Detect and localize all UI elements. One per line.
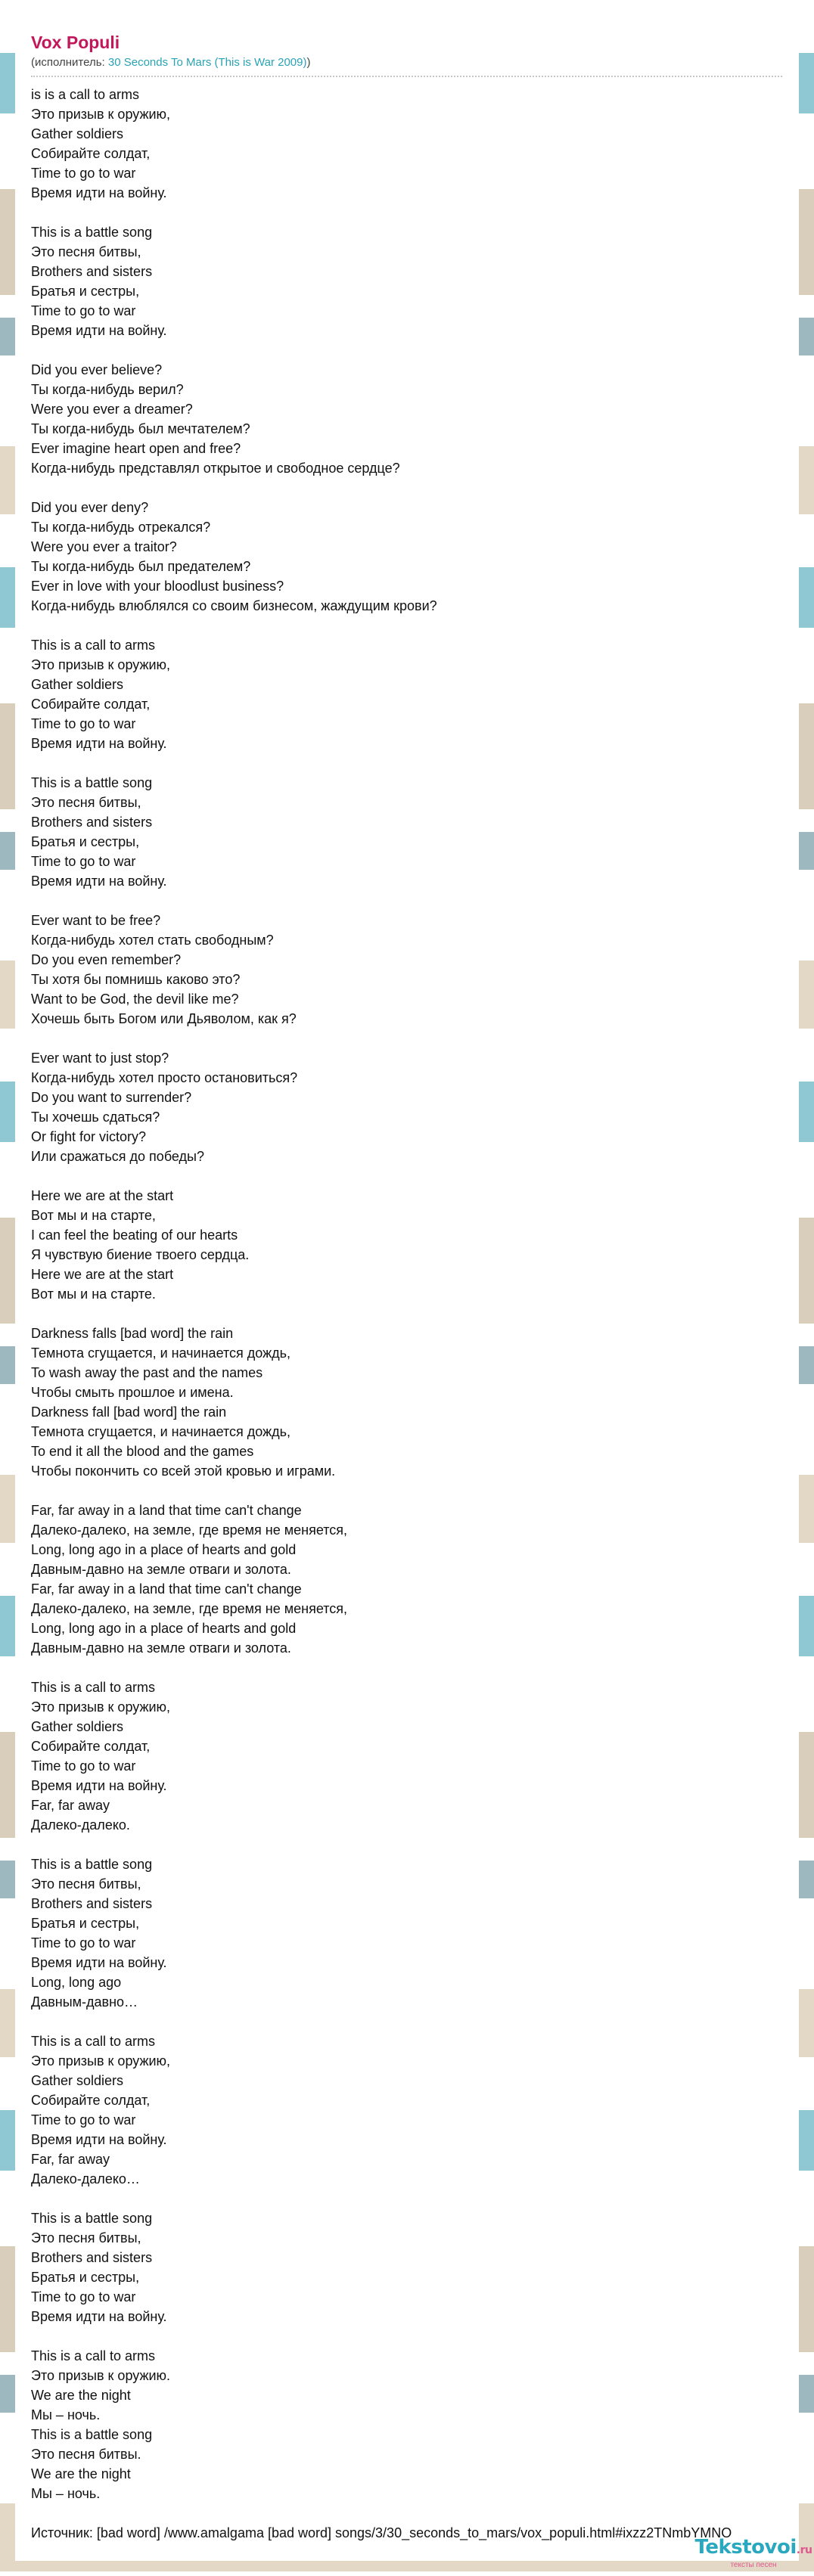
lyrics-line: Мы – ночь. [31,2486,101,2501]
lyrics-line: Собирайте солдат, [31,1739,151,1754]
lyrics-line: Gather soldiers [31,2073,124,2088]
site-logo[interactable] [693,2537,814,2570]
logo-tagline: тексты песен [730,2561,777,2569]
lyrics-line: Время идти на войну. [31,2309,167,2324]
lyrics-line: Gather soldiers [31,126,124,141]
lyrics-line: Time to go to war [31,303,136,318]
lyrics-line: We are the night [31,2388,131,2403]
lyrics-line: Ты хотя бы помнишь каково это? [31,972,241,987]
lyrics-line: Когда-нибудь влюблялся со своим бизнесом, жаждущим крови? [31,598,437,613]
lyrics-line: Время идти на войну. [31,323,167,338]
lyrics-line: Давным-давно… [31,1994,138,2010]
lyrics-line: Или сражаться до победы? [31,1149,204,1164]
lyrics-line: is is a call to arms [31,87,140,102]
lyrics-stanza [31,1186,782,1304]
lyrics-line: Here we are at the start [31,1188,174,1203]
lyrics-stanza [31,1501,782,1658]
lyrics-line: Ты когда-нибудь был предателем? [31,559,251,574]
lyrics-stanza [31,773,782,891]
lyrics-line: Когда-нибудь хотел просто остановиться? [31,1070,298,1085]
lyrics-line: Ever in love with your bloodlust business? [31,579,284,594]
lyrics-line: Far, far away [31,2152,110,2167]
lyrics-line: Чтобы смыть прошлое и имена. [31,1385,234,1400]
lyrics-line: Время идти на войну. [31,1778,167,1793]
lyrics-line: Это призыв к оружию, [31,657,171,672]
lyrics-line: Время идти на войну. [31,185,167,200]
lyrics-line: Собирайте солдат, [31,146,151,161]
lyrics-stanza [31,222,782,340]
lyrics-line: Time to go to war [31,2112,136,2128]
performer-suffix: ) [306,56,311,69]
lyrics-line: Чтобы покончить со всей этой кровью и играми. [31,1463,336,1479]
lyrics-card [15,15,799,2561]
lyrics-line: To end it all the blood and the games [31,1444,254,1459]
lyrics-line: Далеко-далеко, на земле, где время не меняется, [31,1601,348,1616]
lyrics-line: I can feel the beating of our hearts [31,1227,238,1243]
lyrics-line: Далеко-далеко… [31,2171,140,2186]
lyrics-line: This is a battle song [31,1857,153,1872]
lyrics-line: Хочешь быть Богом или Дьяволом, как я? [31,1011,297,1026]
lyrics-line: Ever imagine heart open and free? [31,441,241,456]
lyrics-line: This is a call to arms [31,2348,156,2363]
lyrics-stanza [31,2031,782,2189]
lyrics-line: This is a battle song [31,775,153,790]
lyrics-line: Did you ever deny? [31,500,149,515]
lyrics-line: Давным-давно на земле отваги и золота. [31,1640,291,1656]
lyrics-line: Это призыв к оружию, [31,1699,171,1715]
lyrics-line: Собирайте солдат, [31,697,151,712]
lyrics-line: Were you ever a dreamer? [31,402,193,417]
lyrics-line: Time to go to war [31,854,136,869]
lyrics-line: Long, long ago in a place of hearts and gold [31,1542,297,1557]
lyrics-line: Я чувствую биение твоего сердца. [31,1247,250,1262]
lyrics-line: Far, far away [31,1798,110,1813]
lyrics-line: Darkness fall [bad word] the rain [31,1404,227,1420]
lyrics-line: This is a call to arms [31,2034,156,2049]
lyrics-line: Это песня битвы, [31,2230,141,2245]
lyrics-stanza [31,1678,782,1835]
lyrics-body [31,85,782,2503]
lyrics-line: Братья и сестры, [31,834,140,849]
source-link[interactable]: [bad word] /www.amalgama [bad word] songs/3/30_seconds_to_mars/vox_populi.html#ixzz2TNmbYMNO [96,2525,732,2540]
lyrics-line: Do you even remember? [31,952,182,967]
lyrics-line: Это призыв к оружию. [31,2368,171,2383]
lyrics-line: Far, far away in a land that time can't change [31,1581,302,1597]
lyrics-line: Here we are at the start [31,1267,174,1282]
lyrics-line: Темнота сгущается, и начинается дождь, [31,1345,291,1361]
lyrics-line: Did you ever believe? [31,362,163,377]
lyrics-line: Time to go to war [31,2289,136,2304]
lyrics-line: Время идти на войну. [31,2132,167,2147]
lyrics-line: Were you ever a traitor? [31,539,177,554]
lyrics-line: Темнота сгущается, и начинается дождь, [31,1424,291,1439]
lyrics-stanza [31,1854,782,2012]
lyrics-stanza [31,911,782,1029]
lyrics-line: This is a battle song [31,2427,153,2442]
lyrics-line: Братья и сестры, [31,1916,140,1931]
lyrics-line: Ты когда-нибудь верил? [31,382,184,397]
lyrics-line: Братья и сестры, [31,284,140,299]
lyrics-line: Far, far away in a land that time can't change [31,1503,302,1518]
lyrics-line: Братья и сестры, [31,2270,140,2285]
lyrics-line: This is a call to arms [31,1680,156,1695]
lyrics-line: This is a battle song [31,2211,153,2226]
lyrics-line: Это песня битвы, [31,795,141,810]
lyrics-line: Давным-давно на земле отваги и золота. [31,1562,291,1577]
lyrics-line: Or fight for victory? [31,1129,147,1144]
lyrics-stanza [31,360,782,478]
lyrics-line: Это песня битвы, [31,1876,141,1892]
lyrics-line: Ты когда-нибудь был мечтателем? [31,421,250,436]
lyrics-line: Ты когда-нибудь отрекался? [31,520,211,535]
lyrics-line: Gather soldiers [31,677,124,692]
logo-tld: .ru [796,2544,812,2556]
lyrics-line: Brothers and sisters [31,2250,153,2265]
lyrics-stanza [31,1324,782,1481]
lyrics-line: Do you want to surrender? [31,1090,192,1105]
lyrics-line: This is a battle song [31,225,153,240]
lyrics-line: Собирайте солдат, [31,2093,151,2108]
lyrics-line: Long, long ago [31,1975,122,1990]
lyrics-line: Brothers and sisters [31,815,153,830]
lyrics-line: Это призыв к оружию, [31,2053,171,2069]
lyrics-stanza [31,85,782,203]
lyrics-line: Когда-нибудь хотел стать свободным? [31,933,274,948]
lyrics-line: Время идти на войну. [31,874,167,889]
lyrics-stanza [31,635,782,753]
lyrics-line: To wash away the past and the names [31,1365,263,1380]
lyrics-line: Brothers and sisters [31,1896,153,1911]
lyrics-stanza [31,2346,782,2503]
logo-wordmark [693,2537,814,2561]
lyrics-line: Brothers and sisters [31,264,153,279]
performer-line [31,56,782,77]
lyrics-line: Мы – ночь. [31,2407,101,2422]
song-title: Vox Populi [31,33,120,52]
lyrics-line: Время идти на войну. [31,736,167,751]
lyrics-line: Вот мы и на старте. [31,1286,156,1302]
lyrics-line: Want to be God, the devil like me? [31,992,239,1007]
lyrics-line: Darkness falls [bad word] the rain [31,1326,234,1341]
lyrics-line: Ever want to be free? [31,913,161,928]
lyrics-line: Time to go to war [31,166,136,181]
lyrics-line: Время идти на войну. [31,1955,167,1970]
lyrics-line: Далеко-далеко, на земле, где время не меняется, [31,1522,348,1538]
lyrics-stanza [31,498,782,616]
lyrics-line: This is a call to arms [31,638,156,653]
lyrics-line: Gather soldiers [31,1719,124,1734]
lyrics-line: Time to go to war [31,1935,136,1951]
logo-name: Tekstovoi [694,2536,797,2559]
source-label: Источник: [31,2525,97,2540]
lyrics-line: Это песня битвы, [31,244,141,259]
lyrics-line: Когда-нибудь представлял открытое и свободное сердце? [31,461,400,476]
lyrics-line: Далеко-далеко. [31,1817,130,1833]
source-line [31,2523,782,2543]
lyrics-line: Это песня битвы. [31,2447,141,2462]
lyrics-line: Time to go to war [31,1758,136,1774]
lyrics-line: Long, long ago in a place of hearts and gold [31,1621,297,1636]
performer-link[interactable]: 30 Seconds To Mars (This is War 2009) [107,56,307,69]
lyrics-line: Time to go to war [31,716,136,731]
lyrics-line: Это призыв к оружию, [31,107,171,122]
lyrics-line: Ever want to just stop? [31,1051,169,1066]
lyrics-stanza [31,1048,782,1166]
lyrics-line: We are the night [31,2466,131,2481]
performer-prefix: (исполнитель: [31,56,108,69]
lyrics-stanza [31,2208,782,2326]
lyrics-line: Вот мы и на старте, [31,1208,156,1223]
lyrics-line: Ты хочешь сдаться? [31,1110,160,1125]
